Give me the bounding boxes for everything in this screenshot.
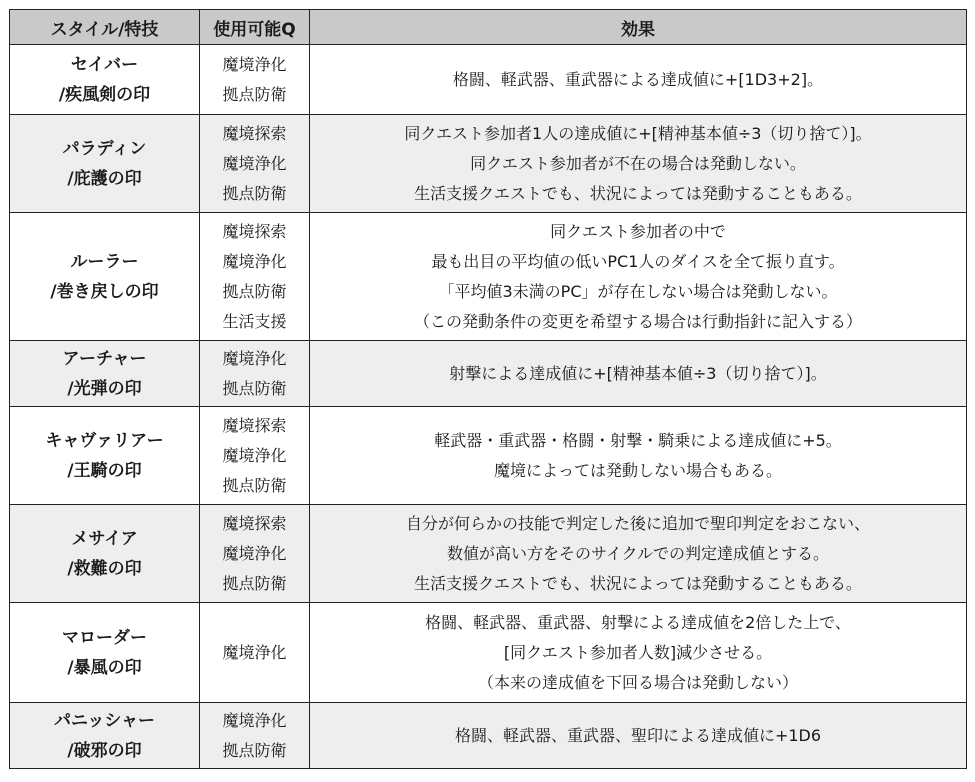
effect-line: 同クエスト参加者の中で	[550, 221, 726, 241]
skills-table	[9, 9, 967, 769]
style-name: ルーラー	[70, 251, 139, 272]
quest-type: 魔境浄化	[222, 642, 287, 662]
style-name: アーチャー	[62, 348, 147, 369]
style-name-cell	[10, 407, 200, 505]
effect-line: 格闘、軽武器、重武器による達成値に+[1D3+2]。	[452, 69, 824, 89]
usable-quest-cell	[200, 45, 310, 115]
skill-name: /疾風剣の印	[58, 84, 151, 105]
quest-type: 魔境浄化	[222, 348, 287, 368]
quest-type: 拠点防衛	[222, 475, 287, 495]
usable-quest-cell	[200, 213, 310, 341]
usable-quest-cell	[200, 341, 310, 407]
style-name: セイバー	[70, 54, 139, 75]
effect-line: 自分が何らかの技能で判定した後に追加で聖印判定をおこない、	[405, 513, 870, 533]
effect-cell	[310, 703, 967, 769]
effect-line: （この発動条件の変更を希望する場合は行動指針に記入する）	[413, 311, 862, 331]
table-row-messiah	[10, 505, 967, 603]
style-name: マローダー	[62, 627, 147, 648]
table-row-cavalier	[10, 407, 967, 505]
table-row-ruler	[10, 213, 967, 341]
style-name-cell	[10, 45, 200, 115]
table-row-paladin	[10, 115, 967, 213]
table-row-marauder	[10, 603, 967, 703]
style-name: メサイア	[71, 528, 138, 549]
usable-quest-cell	[200, 115, 310, 213]
effect-cell	[310, 407, 967, 505]
skill-name: /光弾の印	[67, 378, 142, 399]
effect-line: （本来の達成値を下回る場合は発動しない）	[477, 672, 798, 692]
quest-type: 生活支援	[222, 311, 287, 331]
skill-name: /破邪の印	[67, 740, 142, 761]
effect-line: [同クエスト参加者人数]減少させる。	[503, 642, 773, 662]
quest-type: 魔境浄化	[222, 153, 287, 173]
column-header-effect: 効果	[310, 10, 967, 45]
effect-line: 魔境によっては発動しない場合もある。	[493, 460, 782, 480]
column-header-style: スタイル/特技	[10, 10, 200, 45]
style-name-cell	[10, 505, 200, 603]
effect-line: 生活支援クエストでも、状況によっては発動することもある。	[414, 183, 862, 203]
column-header-usable-quest: 使用可能Q	[200, 10, 310, 45]
effect-cell	[310, 115, 967, 213]
table-header-row	[10, 10, 967, 45]
skill-name: /巻き戻しの印	[50, 281, 159, 302]
quest-type: 魔境探索	[222, 221, 287, 241]
effect-line: 同クエスト参加者1人の達成値に+[精神基本値÷3（切り捨て）]。	[404, 123, 872, 143]
effect-cell	[310, 505, 967, 603]
quest-type: 魔境浄化	[222, 54, 287, 74]
effect-line: 数値が高い方をそのサイクルでの判定達成値とする。	[446, 543, 830, 563]
style-name-cell	[10, 341, 200, 407]
effect-line: 同クエスト参加者が不在の場合は発動しない。	[470, 153, 806, 173]
quest-type: 魔境探索	[222, 123, 287, 143]
effect-line: 「平均値3未満のPC」が存在しない場合は発動しない。	[438, 281, 838, 301]
style-name: パラディン	[62, 138, 147, 159]
usable-quest-cell	[200, 703, 310, 769]
usable-quest-cell	[200, 407, 310, 505]
effect-line: 軽武器・重武器・格闘・射撃・騎乗による達成値に+5。	[434, 430, 842, 450]
effect-cell	[310, 341, 967, 407]
table-row-archer	[10, 341, 967, 407]
effect-cell	[310, 213, 967, 341]
usable-quest-cell	[200, 505, 310, 603]
quest-type: 魔境浄化	[222, 710, 287, 730]
quest-type: 魔境探索	[222, 513, 287, 533]
effect-line: 格闘、軽武器、重武器、射撃による達成値を2倍した上で、	[425, 612, 851, 632]
usable-quest-cell	[200, 603, 310, 703]
effect-cell	[310, 45, 967, 115]
style-name-cell	[10, 115, 200, 213]
quest-type: 魔境探索	[222, 415, 287, 435]
style-name-cell	[10, 213, 200, 341]
quest-type: 拠点防衛	[222, 573, 287, 593]
effect-cell	[310, 603, 967, 703]
table-row-punisher	[10, 703, 967, 769]
style-name: キャヴァリアー	[45, 430, 164, 451]
style-name-cell	[10, 703, 200, 769]
skill-name: /暴風の印	[67, 657, 142, 678]
quest-type: 魔境浄化	[222, 445, 287, 465]
style-name-cell	[10, 603, 200, 703]
skill-name: /救難の印	[67, 558, 142, 579]
quest-type: 拠点防衛	[222, 740, 287, 760]
skill-name: /庇護の印	[67, 168, 142, 189]
effect-line: 射撃による達成値に+[精神基本値÷3（切り捨て）]。	[449, 363, 827, 383]
quest-type: 拠点防衛	[222, 183, 287, 203]
effect-line: 最も出目の平均値の低いPC1人のダイスを全て振り直す。	[431, 251, 845, 271]
quest-type: 拠点防衛	[222, 84, 287, 104]
effect-line: 格闘、軽武器、重武器、聖印による達成値に+1D6	[454, 725, 822, 745]
skill-name: /王騎の印	[67, 460, 142, 481]
quest-type: 拠点防衛	[222, 281, 287, 301]
table-row-saber	[10, 45, 967, 115]
quest-type: 魔境浄化	[222, 251, 287, 271]
quest-type: 魔境浄化	[222, 543, 287, 563]
effect-line: 生活支援クエストでも、状況によっては発動することもある。	[414, 573, 862, 593]
quest-type: 拠点防衛	[222, 378, 287, 398]
style-name: パニッシャー	[54, 710, 155, 731]
